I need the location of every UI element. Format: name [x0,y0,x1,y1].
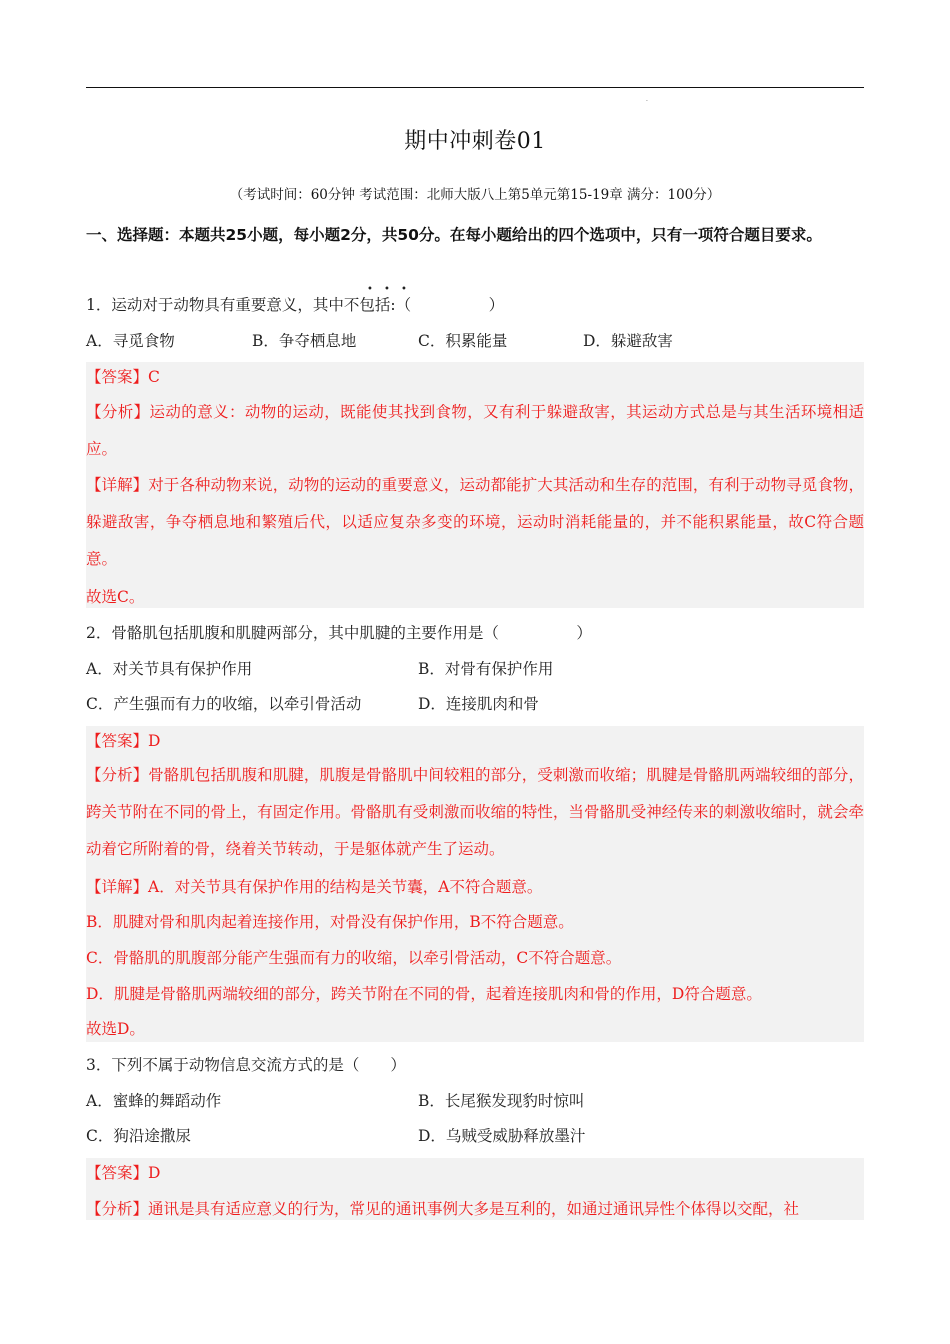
detail-line: C．骨骼肌的肌腹部分能产生强而有力的收缩，以牵引骨活动，C不符合题意。 [86,949,622,967]
option-a: A．寻觅食物 [86,332,175,350]
detail-text: 【详解】对于各种动物来说，动物的运动的重要意义，运动都能扩大其活动和生存的范围，有利于动物寻觅食物，躲避敌害，争夺栖息地和繁殖后代，以适应复杂多变的环境，运动时消耗能量的，并不能积累能量，故C符合题意。 [86,476,864,568]
option-c: C．积累能量 [418,332,508,350]
question-stem: 1．运动对于动物具有重要意义，其中不包括:（ ） [86,296,505,314]
option-b: B．长尾猴发现豹时惊叫 [418,1092,585,1110]
detail-line: 【详解】A．对关节具有保护作用的结构是关节囊，A不符合题意。 [86,878,543,896]
answer-line: 【答案】D [86,732,161,750]
analysis-text: 【分析】通讯是具有适应意义的行为，常见的通讯事例大多是互利的，如通过通讯异性个体得以交配，社 [86,1200,800,1218]
header-mark: · [646,98,648,105]
option-b: B．争夺栖息地 [252,332,357,350]
answer-box [86,1158,864,1220]
answer-box [86,726,864,1042]
section-heading: 一、选择题：本题共25小题，每小题2分，共50分。在每小题给出的四个选项中，只有一项符合题目要求。 [86,226,822,244]
emphasis-dot: • [384,284,390,295]
option-b: B．对骨有保护作用 [418,660,554,678]
option-d: D．躲避敌害 [583,332,673,350]
question-stem: 2．骨骼肌包括肌腹和肌腱两部分，其中肌腱的主要作用是（ ） [86,624,592,642]
header-rule [86,87,864,88]
emphasis-dot: • [401,284,407,295]
option-a: A．蜜蜂的舞蹈动作 [86,1092,222,1110]
option-d: D．连接肌肉和骨 [418,695,539,713]
exam-info: （考试时间：60分钟 考试范围：北师大版八上第5单元第15-19章 满分：100分） [229,187,721,203]
option-a: A．对关节具有保护作用 [86,660,253,678]
emphasis-dot: • [367,284,373,295]
analysis-text: 【分析】骨骼肌包括肌腹和肌腱，肌腹是骨骼肌中间较粗的部分，受刺激而收缩；肌腱是骨骼肌两端较细的部分，跨关节附在不同的骨上，有固定作用。骨骼肌有受刺激而收缩的特性，当骨骼肌受神经传来的刺激收缩时，就会牵动着它所附着的骨，绕着关节转动，于是躯体就产生了运动。 [86,766,864,858]
detail-line: D．肌腱是骨骼肌两端较细的部分，跨关节附在不同的骨，起着连接肌肉和骨的作用，D符合题意。 [86,985,762,1003]
option-d: D．乌贼受威胁释放墨汁 [418,1127,586,1145]
conclusion-line: 故选C。 [86,588,145,606]
page-title: 期中冲刺卷01 [404,129,546,154]
detail-line: B．肌腱对骨和肌肉起着连接作用，对骨没有保护作用，B不符合题意。 [86,913,574,931]
answer-line: 【答案】D [86,1164,161,1182]
option-c: C．产生强而有力的收缩，以牵引骨活动 [86,695,362,713]
question-stem: 3．下列不属于动物信息交流方式的是（ ） [86,1056,406,1074]
answer-line: 【答案】C [86,368,160,386]
option-c: C．狗沿途撒尿 [86,1127,191,1145]
conclusion-line: 故选D。 [86,1020,145,1038]
analysis-text: 【分析】运动的意义：动物的运动，既能使其找到食物，又有利于躲避敌害，其运动方式总是与其生活环境相适应。 [86,403,864,458]
answer-box [86,362,864,608]
